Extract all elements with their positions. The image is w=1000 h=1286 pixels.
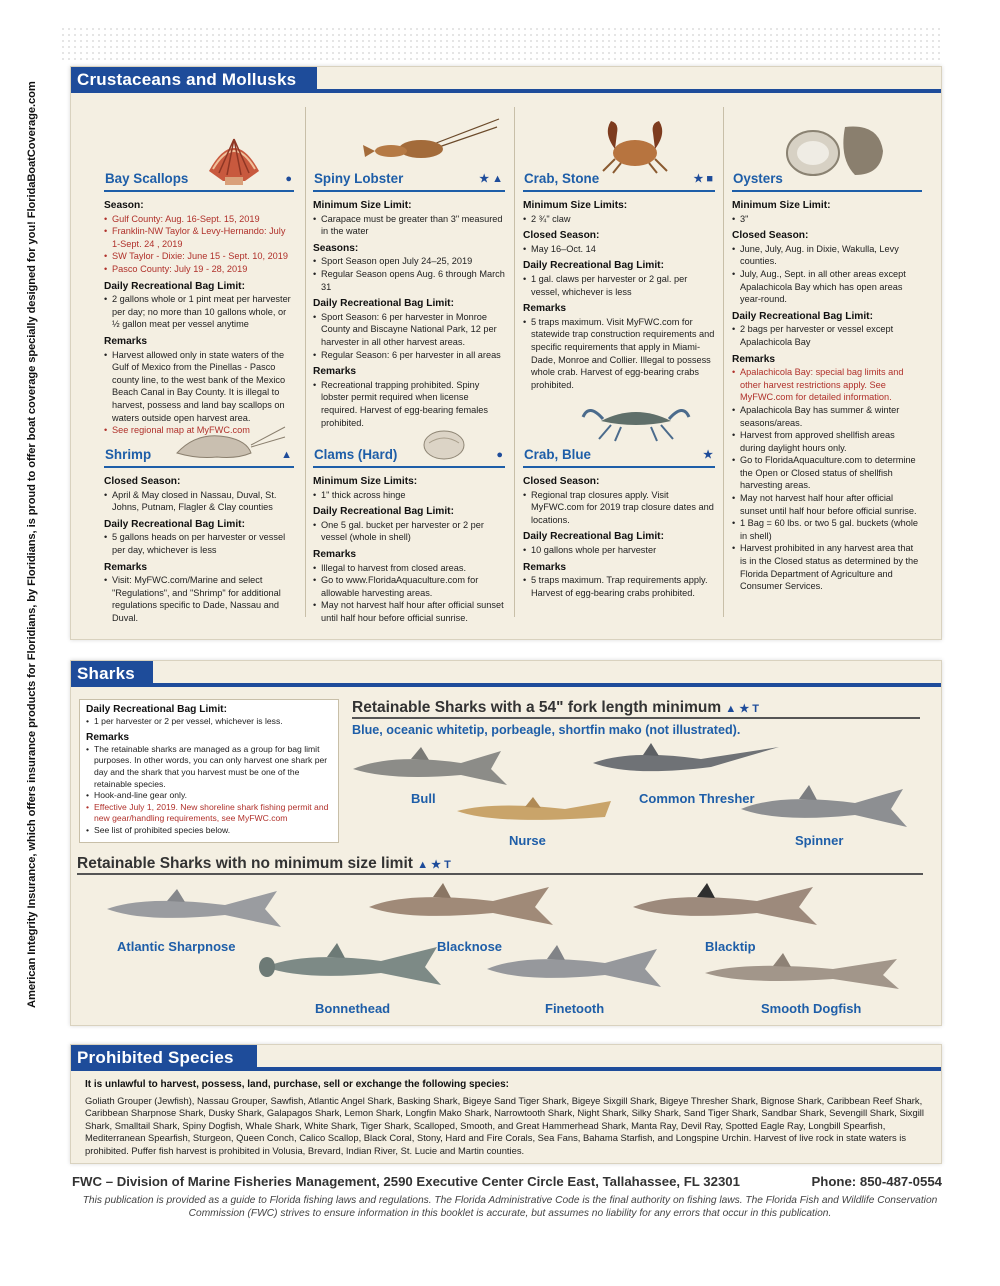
remarks-item: • Harvest prohibited in any harvest area that is in the Closed status as determined by the Florida Department of Agriculture and Consumer Services. [732,542,922,592]
min-size-label: Minimum Size Limits: [313,476,418,487]
remarks-item: • Harvest from approved shellfish areas during daylight hours only. [732,429,922,454]
stone-crab-title-text: Crab, Stone [524,171,600,186]
bag-limit-label: Daily Recreational Bag Limit: [104,518,245,530]
remarks-item: • Go to FloridaAquaculture.com to determine the Open or Closed status of shellfish harvesting areas. [732,454,922,492]
shark-label: Common Thresher [639,791,755,806]
remarks-item: • Apalachicola Bay has summer & winter seasons/areas. [732,404,922,429]
regulation-marks: ▲ ★ T [725,703,760,715]
remarks-item: • See list of prohibited species below. [86,825,332,837]
season-list [104,213,294,276]
bag-limit-item: • 1 gal. claws per harvester or 2 gal. per vessel, whichever is less [523,273,715,298]
bull-shark-illustration [351,747,511,791]
prohibited-header: Prohibited Species [71,1045,257,1071]
no-minimum-title: Retainable Sharks with no minimum size limit [77,855,413,872]
column-divider [305,107,306,617]
remarks-item: • May not harvest half hour after official sunset until half hour before official sunrise. [732,492,922,517]
bag-limit-item: • 10 gallons whole per harvester [523,544,715,557]
regulation-marks: ● [285,173,292,185]
remarks-label: Remarks [732,353,776,365]
remarks-label: Remarks [313,548,357,560]
bag-limit-item: • One 5 gal. bucket per harvester or 2 per vessel (whole in shell) [313,519,505,544]
bag-limit-item: • Sport Season: 6 per harvester in Monroe County and Biscayne National Park, 12 per harvester in all other harvest areas. [313,311,505,349]
spiny-lobster-illustration [361,117,501,167]
min-size-label: Minimum Size Limit: [732,200,831,211]
closed-season-item: • July, Aug., Sept. in all other areas except Apalachicola Bay which has open areas year-round. [732,268,922,306]
bag-limit-label: Daily Recreational Bag Limit: [104,280,245,292]
remarks-item: • Harvest allowed only in state waters of the Gulf of Mexico from the Pinellas - Pasco county line, to the west bank of the Mexico Beach Canal in Bay County. It is illegal to harvest, possess and land bay scallops on waters outside open harvest area. [104,349,294,425]
closed-season-item: • April & May closed in Nassau, Duval, St. Johns, Putnam, Flagler & Clay counties [104,489,294,514]
sharks-header: Sharks [71,661,153,687]
bay-scallops-title-text: Bay Scallops [105,171,189,186]
regulation-marks: ● [496,449,503,461]
remarks-label: Remarks [104,561,148,573]
season-item: • Sport Season open July 24–25, 2019 [313,255,505,268]
regulation-marks: ★ [703,449,713,461]
shark-label: Atlantic Sharpnose [117,939,236,954]
shark-rules-box [79,699,339,843]
remarks-item: • Hook-and-line gear only. [86,790,332,802]
closed-season-item: • Regional trap closures apply. Visit MyFWC.com for 2019 trap closure dates and locations. [523,489,715,527]
remarks-item: • Go to www.FloridaAquaculture.com for allowable harvesting areas. [313,574,505,599]
closed-season-label: Closed Season: [104,476,181,487]
shark-label: Spinner [795,833,844,848]
header-rule [71,89,941,93]
fork-length-subtitle: Blue, oceanic whitetip, porbeagle, shortfin mako (not illustrated). [352,723,741,737]
remarks-label: Remarks [86,732,130,744]
header-rule [71,683,941,687]
stone-crab-title [523,173,715,192]
shark-label: Bull [411,791,436,806]
remarks-label: Remarks [523,303,567,315]
min-size-label: Minimum Size Limit: [313,200,412,211]
closed-season-label: Closed Season: [732,230,809,242]
spinner-shark-illustration [739,785,909,831]
shrimp-title [104,449,294,468]
closed-season-item: • May 16–Oct. 14 [523,243,715,256]
fork-length-heading [352,699,920,719]
oysters-title [732,173,922,192]
bag-limit-label: Daily Recreational Bag Limit: [86,704,227,715]
fork-length-title: Retainable Sharks with a 54" fork length minimum [352,699,722,716]
season-label: Season: [104,200,144,211]
blacktip-shark-illustration [631,883,821,929]
blue-crab-illustration [581,393,691,443]
bay-scallops-title [104,173,294,192]
blue-crab-title [523,449,715,468]
decorative-dot-band [60,26,940,62]
bag-limit-label: Daily Recreational Bag Limit: [313,506,454,518]
sharks-panel [70,660,942,1026]
sponsor-side-text: American Integrity Insurance, which offers insurance products for Floridians, by Floridians, is proud to offer boat coverage specially designed for you! FloridaBoatCoverage.com [26,81,38,1008]
clams-title-text: Clams (Hard) [314,447,398,462]
header-rule [71,1067,941,1071]
min-size-item: • 3" [732,213,922,226]
min-size-label: Minimum Size Limits: [523,200,628,211]
crustaceans-header: Crustaceans and Mollusks [71,67,317,93]
closed-season-label: Closed Season: [523,230,600,242]
footer-disclaimer: This publication is provided as a guide to Florida fishing laws and regulations. The Florida Administrative Code is the final authority on fishing laws. The Florida Fish and Wildlife Conservation Commission (FWC) strives to ensure information in this booklet is accurate, but assumes no liability for any errors that occur in this publication. [82,1195,938,1219]
bag-limit-item: • Regular Season: 6 per harvester in all areas [313,349,505,362]
closed-season-label: Closed Season: [523,476,600,487]
remarks-item: • 1 Bag = 60 lbs. or two 5 gal. buckets (whole in shell) [732,517,922,542]
thresher-shark-illustration [591,741,781,785]
oysters-title-text: Oysters [733,171,783,186]
shark-label: Finetooth [545,1001,605,1016]
remarks-label: Remarks [523,561,567,573]
column-divider [723,107,724,617]
shark-label: Bonnethead [315,1001,391,1016]
remarks-item: • 5 traps maximum. Trap requirements apply. Harvest of egg-bearing crabs prohibited. [523,574,715,599]
min-size-item: • 1" thick across hinge [313,489,505,502]
remarks-item: • 5 traps maximum. Visit MyFWC.com for statewide trap construction requirements and specific requirements that apply in Miami-Dade, Monroe and Collier. Illegal to possess whole crab. Harvest of egg-bearing crabs prohibited. [523,316,715,392]
spiny-lobster-title [313,173,505,192]
remarks-link-item: • Apalachicola Bay: special bag limits and other harvest restrictions apply. See MyFWC.com for detailed information. [732,366,922,404]
season-item: • Gulf County: Aug. 16-Sept. 15, 2019 [104,213,294,226]
remarks-link-item: • Effective July 1, 2019. New shoreline shark fishing permit and new gear/handling requirements, see MyFWC.com [86,802,332,825]
regulation-marks: ▲ [281,449,292,461]
bag-limit-item: • 1 per harvester or 2 per vessel, whichever is less. [86,716,332,728]
regulation-marks: ★ ■ [693,173,713,185]
blacknose-shark-illustration [367,883,557,929]
bag-limit-item: • 5 gallons heads on per harvester or vessel per day, whichever is less [104,531,294,556]
seasons-label: Seasons: [313,242,359,254]
remarks-item: • Visit: MyFWC.com/Marine and select "Regulations", and "Shrimp" for additional regulations specific to Dade, Nassau and Duval. [104,574,294,624]
remarks-label: Remarks [313,366,357,378]
regulation-marks: ▲ ★ T [417,859,451,871]
atlantic-sharpnose-illustration [105,887,285,931]
prohibited-panel [70,1044,942,1164]
bag-limit-item: • 2 bags per harvester or vessel except Apalachicola Bay [732,323,922,348]
shrimp-title-text: Shrimp [105,447,152,462]
regulation-marks: ★ ▲ [479,173,503,185]
season-item: • Pasco County: July 19 - 28, 2019 [104,263,294,276]
no-minimum-heading [77,855,923,875]
season-item: • Regular Season opens Aug. 6 through March 31 [313,268,505,293]
shark-label: Nurse [509,833,546,848]
closed-season-item: • June, July, Aug. in Dixie, Wakulla, Levy counties. [732,243,922,268]
remarks-item: • The retainable sharks are managed as a group for bag limit purposes. In other words, you can only harvest one shark per day and the shark that you harvest must be one of the retainable species. [86,744,332,790]
remarks-item: • May not harvest half hour after official sunset until half hour before official sunrise. [313,599,505,624]
season-item: • Franklin-NW Taylor & Levy-Hernando: July 1-Sept. 24 , 2019 [104,225,294,250]
bonnethead-shark-illustration [255,941,445,989]
column-divider [514,107,515,617]
shark-label: Blacknose [437,939,503,954]
spiny-lobster-title-text: Spiny Lobster [314,171,404,186]
shark-label: Blacktip [705,939,756,954]
footer-phone: Phone: 850-487-0554 [811,1174,942,1189]
season-item: • SW Taylor - Dixie: June 15 - Sept. 10, 2019 [104,250,294,263]
bag-limit-label: Daily Recreational Bag Limit: [732,310,873,322]
nurse-shark-illustration [455,791,615,831]
min-size-item: • Carapace must be greater than 3" measured in the water [313,213,505,238]
footer-address: FWC – Division of Marine Fisheries Management, 2590 Executive Center Circle East, Tallahassee, FL 32301 [72,1174,740,1189]
bag-limit-label: Daily Recreational Bag Limit: [523,531,664,543]
remarks-label: Remarks [104,335,148,347]
bag-limit-item: • 2 gallons whole or 1 pint meat per harvester per day; no more than 10 gallons whole, or ½ gallon meat per vessel anytime [104,293,294,331]
crustaceans-panel [70,66,942,640]
remarks-link-item: • See regional map at MyFWC.com [104,424,294,437]
bag-limit-label: Daily Recreational Bag Limit: [313,298,454,310]
bag-limit-label: Daily Recreational Bag Limit: [523,260,664,272]
shark-label: Smooth Dogfish [761,1001,862,1016]
prohibited-list: Goliath Grouper (Jewfish), Nassau Grouper, Sawfish, Atlantic Angel Shark, Basking Shark, Bigeye Sand Tiger Shark, Bigeye Sixgill Shark, Bigeye Thresher Shark, Bignose Shark, Caribbean Reef Shark, Caribbean Sharpnose Shark, Dusky Shark, Galapagos Shark, Lemon Shark, Longfin Mako Shark, Narrowtooth Shark, Night Shark, Silky Shark, Sand Tiger Shark, Sandbar Shark, Sevengill Shark, Sixgill Shark, Smalltail Shark, Spiny Dogfish, Whale Shark, White Shark, Tiger Shark, Scalloped, Smooth, and Great Hammerhead Shark, Manta Ray, Devil Ray, Spotted Eagle Ray, Longbill Spearfish, Mediterranean Spearfish, Sturgeon, Queen Conch, Calico Scallop, Black Coral, Stony, Hard and Fire Corals, Sea Fans, Bahama Starfish, and Longspine Urchin. Harvest of live rock in state waters is prohibited. Puffer fish harvest is prohibited in Volusia, Brevard, Indian River, St. Lucie and Martin counties. [85,1095,924,1156]
oyster-illustration [783,119,887,179]
stone-crab-illustration [597,115,673,175]
min-size-item: • 2 ¾" claw [523,213,715,226]
prohibited-lead: It is unlawful to harvest, possess, land, purchase, sell or exchange the following species: [85,1079,510,1090]
smooth-dogfish-illustration [703,951,903,995]
finetooth-shark-illustration [485,945,665,991]
remarks-item: • Illegal to harvest from closed areas. [313,562,505,575]
clams-title [313,449,505,468]
blue-crab-title-text: Crab, Blue [524,447,591,462]
remarks-item: • Recreational trapping prohibited. Spiny lobster permit required when license required. Harvest of egg-bearing females prohibited. [313,379,505,429]
